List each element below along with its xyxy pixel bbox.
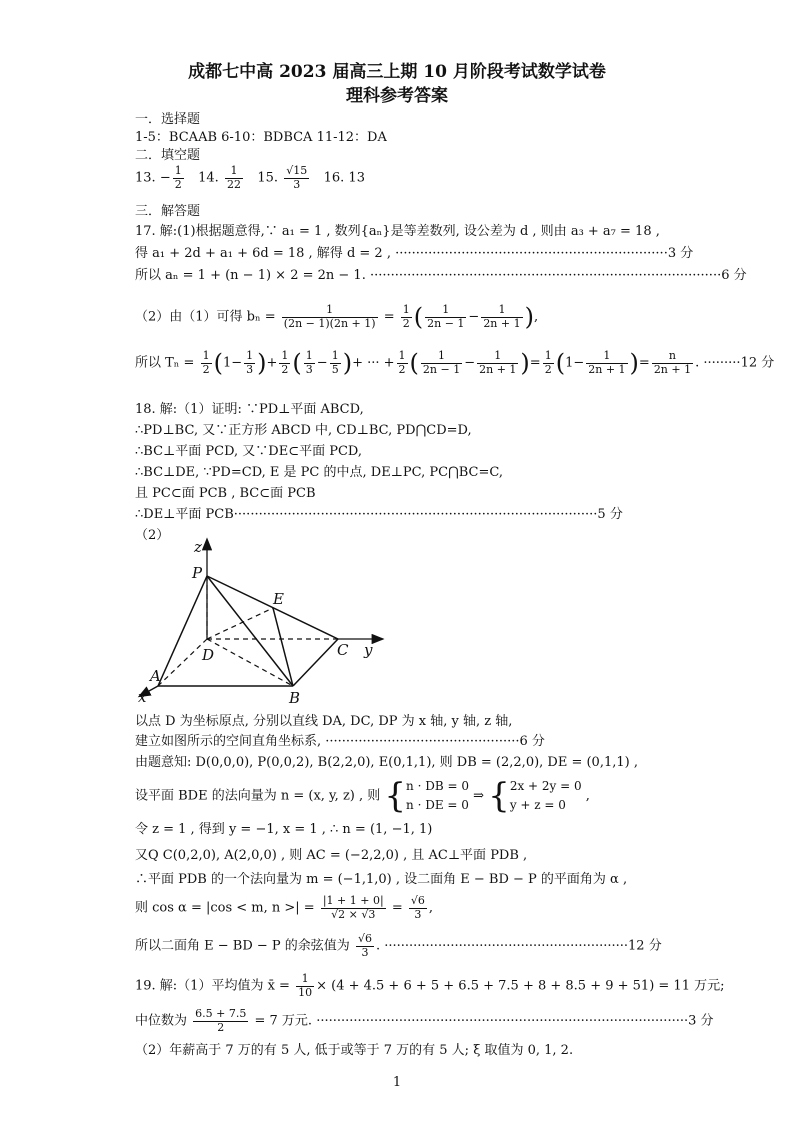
coordinate-figure xyxy=(130,536,390,706)
q19-line2: 中位数为 $\frac{6.5 + 7.5}{2}$ = 7 万元. ··························································································3 分 xyxy=(135,1007,714,1034)
page-title: 成都七中高 2023 届高三上期 10 月阶段考试数学试卷 xyxy=(188,62,606,82)
cos-fraction: $\frac{|1 + 1 + 0|}{√2 \times √3}$ xyxy=(322,894,384,921)
q18-line7: （2） xyxy=(135,528,170,543)
label-x: x xyxy=(138,688,147,706)
median-fraction: $\frac{6.5 + 7.5}{2}$ xyxy=(195,1007,247,1034)
q18-line8: 以点 D 为坐标原点, 分别以直线 DA, DC, DP 为 x 轴, y 轴, z 轴, xyxy=(135,714,513,729)
q18-line2: ∴PD⊥BC, 又∵正方形 ABCD 中, CD⊥BC, PD⋂CD=D, xyxy=(135,423,472,438)
normal-vector-system: n · DB = 0 n · DE = 0 xyxy=(406,779,469,813)
avg-fraction: $\frac{1}{10}$ xyxy=(298,972,313,999)
section-heading-fill: 二．填空题 xyxy=(135,148,201,163)
q17-line1: 17. 解:(1)根据题意得,∵ a₁ = 1 , 数列{aₙ}是等差数列, 设公差为 d , 则由 a₃ + a₇ = 18 , xyxy=(135,224,660,239)
q18-line1: 18. 解:（1）证明: ∵PD⊥平面 ABCD, xyxy=(135,402,364,417)
hidden-edges xyxy=(158,576,338,686)
q18-line13: 又Q C(0,2,0), A(2,0,0) , 则 AC = (−2,2,0) , 且 AC⊥平面 PDB , xyxy=(135,848,528,863)
page-number: 1 xyxy=(392,1075,402,1090)
q18-line11: 设平面 BDE 的法向量为 n = (x, y, z) , 则 { n · DB = 0 n · DE = 0 ⇒ { 2x + 2y = 0 y + z = 0 , xyxy=(135,776,590,817)
q17-line5: 所以 Tₙ = $\frac{1}{2}$ (1− $\frac{1}{3}$ )+ $\frac{1}{2}$ ( $\frac{1}{3}$ − $\frac{1}{5}$ )+ ··· + $\frac{1}{2}$ ( $\frac{1}{2n - 1}$ − $\frac{1}{2n + 1}$ )= $\frac{1}{2}$ (1− $\frac{1}{2n + 1}$ )= $\frac{n}{2n + 1}$ . ·········12 分 xyxy=(135,349,775,378)
section-heading-choice: 一．选择题 xyxy=(135,112,201,127)
q13-label: 13. xyxy=(135,170,156,186)
fill-answers xyxy=(135,165,365,191)
visible-edges xyxy=(158,576,338,686)
term1-fraction: $\frac{1}{2n - 1}$ xyxy=(427,303,465,330)
choice-answers: 1-5：BCAAB 6-10：BDBCA 11-12：DA xyxy=(135,130,387,145)
q17-line4: （2）由（1）可得 bₙ = $\frac{1}{(2n - 1)(2n + 1)}$ = $\frac{1}{2}$ ( $\frac{1}{2n - 1}$ − $\frac{1}{2n + 1}$ ), xyxy=(135,303,539,332)
q18-line5: 且 PC⊂面 PCB , BC⊂面 PCB xyxy=(135,486,316,501)
half-fraction: $\frac{1}{2}$ xyxy=(402,303,410,330)
q13-sign: − xyxy=(159,170,171,186)
q18-line12: 令 z = 1 , 得到 y = −1, x = 1 , ∴ n = (1, −1, 1) xyxy=(135,822,433,837)
label-y: y xyxy=(364,641,373,659)
section-heading-solve: 三．解答题 xyxy=(135,204,201,219)
label-E: E xyxy=(273,590,284,608)
q15-fraction: $\frac{√15}{3}$ xyxy=(286,164,308,191)
label-C: C xyxy=(337,641,349,659)
tn-result-fraction: $\frac{n}{2n + 1}$ xyxy=(653,349,692,376)
q18-line9: 建立如图所示的空间直角坐标系, ···············································6 分 xyxy=(135,734,545,749)
q18-line14: ∴平面 PDB 的一个法向量为 m = (−1,1,0) , 设二面角 E − BD − P 的平面角为 α , xyxy=(135,872,628,887)
q18-line16: 所以二面角 E − BD − P 的余弦值为 $\frac{√6}{3}$ . ···························································12 分 xyxy=(135,932,662,959)
q18-line6: ∴DE⊥平面 PCB························································································5 分 xyxy=(135,507,623,522)
q13-fraction: $\frac{1}{2}$ xyxy=(174,164,182,191)
q19-line3: （2）年薪高于 7 万的有 5 人, 低于或等于 7 万的有 5 人; ξ 取值为 0, 1, 2. xyxy=(135,1043,574,1058)
q17-line2: 得 a₁ + 2d + a₁ + 6d = 18 , 解得 d = 2 , ··································································3 分 xyxy=(135,246,694,261)
q14-fraction: $\frac{1}{22}$ xyxy=(226,164,241,191)
solved-system: 2x + 2y = 0 y + z = 0 xyxy=(509,779,582,813)
q15-label: 15. xyxy=(257,170,279,186)
q19-line1: 19. 解:（1）平均值为 x̄ = $\frac{1}{10}$ × (4 + 4.5 + 6 + 5 + 6.5 + 7.5 + 8 + 8.5 + 9 + 51) = 11 万元; xyxy=(135,972,725,999)
q18-line4: ∴BC⊥DE, ∵PD=CD, E 是 PC 的中点, DE⊥PC, PC⋂BC=C, xyxy=(135,465,504,480)
q17-line3: 所以 aₙ = 1 + (n − 1) × 2 = 2n − 1. ·····················································································6 分 xyxy=(135,268,747,283)
label-A: A xyxy=(150,667,161,685)
q18-line15: 则 cos α = |cos < m, n >| = $\frac{|1 + 1 + 0|}{√2 \times √3}$ = $\frac{√6}{3}$ , xyxy=(135,894,434,921)
q17-score-12: . ·········12 分 xyxy=(695,355,775,371)
q18-line10: 由题意知: D(0,0,0), P(0,0,2), B(2,2,0), E(0,1,1), 则 DB = (2,2,0), DE = (0,1,1) , xyxy=(135,755,638,770)
cos-result-fraction: $\frac{√6}{3}$ xyxy=(410,894,425,921)
label-P: P xyxy=(192,564,203,582)
q14-label: 14. xyxy=(198,170,219,186)
label-z: z xyxy=(194,538,202,556)
bn-fraction: $\frac{1}{(2n - 1)(2n + 1)}$ xyxy=(283,303,376,330)
page-subtitle: 理科参考答案 xyxy=(346,86,448,106)
label-B: B xyxy=(289,689,301,706)
label-D: D xyxy=(202,646,215,664)
term2-fraction: $\frac{1}{2n + 1}$ xyxy=(483,303,521,330)
q18-line3: ∴BC⊥平面 PCD, 又∵DE⊂平面 PCD, xyxy=(135,444,363,459)
q16-answer: 16. 13 xyxy=(323,170,365,186)
